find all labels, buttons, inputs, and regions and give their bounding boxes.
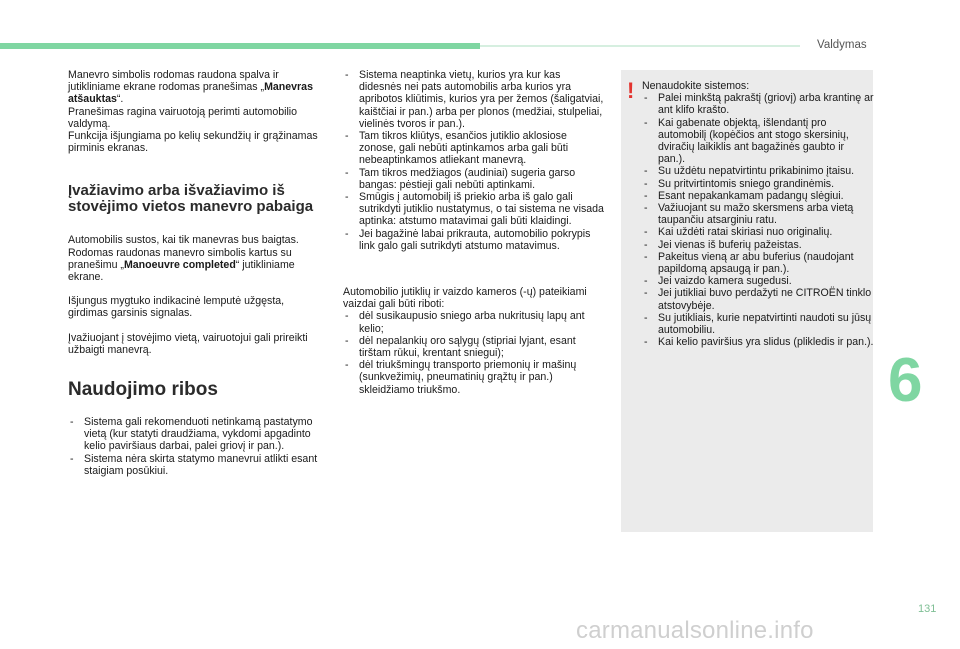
list-item: - Smūgis į automobilį iš priekio arba iš galo gali sutrikdyti jutiklio nustatymus, o tai sistema ne visada aptinka: atstumo matavimai gali būti klaidingi. xyxy=(343,191,605,228)
heading-manoeuvre-end: Įvažiavimo arba išvažiavimo iš stovėjimo vietos manevro pabaiga xyxy=(68,182,314,215)
list-item: - Sistema nėra skirta statymo manevrui atlikti esant staigiam posūkiui. xyxy=(68,453,326,477)
list-item: - Su uždėtu nepatvirtintu prikabinimo įtaisu. xyxy=(642,165,874,177)
intro-block xyxy=(68,69,326,154)
intro-paragraph: Funkcija išjungiama po kelių sekundžių ir grąžinamas pirminis ekranas. xyxy=(68,130,318,155)
list-item: - Kai uždėti ratai skiriasi nuo originalių. xyxy=(642,226,874,238)
middle-column xyxy=(343,69,605,396)
list-item: - Jei vienas iš buferių pažeistas. xyxy=(642,239,874,251)
list-item: - dėl susikaupusio sniego arba nukritusių lapų ant kelio; xyxy=(343,310,605,334)
end-paragraph: Įvažiuojant į stovėjimo vietą, vairuotojui gali prireikti užbaigti manevrą. xyxy=(68,331,308,356)
message-cancelled: Manevras atšauktas xyxy=(68,81,313,106)
list-item: - Jei jutikliai buvo perdažyti ne CITROËN tinklo atstovybėje. xyxy=(642,287,874,311)
detection-limits-list xyxy=(343,69,605,252)
header-rule xyxy=(480,45,800,47)
list-item: - Kai kelio paviršius yra slidus (plikledis ir pan.). xyxy=(642,336,874,348)
intro-paragraph: Pranešimas ragina vairuotoją perimti automobilio valdymą. xyxy=(68,105,298,130)
warning-list xyxy=(642,92,874,348)
list-item: - Kai gabenate objektą, išlendantį pro automobilį (kopėčios ant stogo skersinių, dviračių laikiklis ant bagažinės gaubto ir pan.). xyxy=(642,117,874,166)
sensors-intro: Automobilio jutiklių ir vaizdo kameros (-ų) pateikiami vaizdai gali būti riboti: xyxy=(343,286,587,311)
end-paragraph: Rodomas raudonas manevro simbolis kartus su pranešimu „Manoeuvre completed“ jutikliniame ekrane. xyxy=(68,246,295,284)
list-item: - Su jutikliais, kurie nepatvirtinti naudoti su jūsų automobiliu. xyxy=(642,312,874,336)
end-paragraph: Išjungus mygtuko indikacinė lemputė užgęsta, girdimas garsinis signalas. xyxy=(68,295,285,320)
left-column xyxy=(68,69,326,477)
chapter-number: 6 xyxy=(888,346,923,415)
list-item: - Sistema gali rekomenduoti netinkamą pastatymo vietą (kur statyti draudžiama, vykdomi apgadinto kelio paviršiaus darbai, palei griovį ir pan.). xyxy=(68,416,326,453)
list-item: - Jei vaizdo kamera sugedusi. xyxy=(642,275,874,287)
list-item: - dėl nepalankių oro sąlygų (stipriai lyjant, esant tirštam rūkui, krentant sniegui); xyxy=(343,335,605,359)
list-item: - dėl triukšmingų transporto priemonių ir mašinų (sunkvežimių, pneumatinių grąžtų ir pan.) skleidžiamo triukšmo. xyxy=(343,359,605,396)
message-completed: Manoeuvre completed xyxy=(123,258,236,271)
limits-list xyxy=(68,416,326,477)
list-item: - Pakeitus vieną ar abu buferius (naudojant papildomą apsaugą ir pan.). xyxy=(642,251,874,275)
list-item: - Tam tikros kliūtys, esančios jutiklio aklosiose zonose, gali nebūti aptinkamos arba gali būti nebeaptinkamos atliekant manevrą. xyxy=(343,130,605,167)
heading-usage-limits: Naudojimo ribos xyxy=(68,379,218,401)
list-item: - Palei minkštą pakraštį (griovį) arba krantinę ar ant klifo krašto. xyxy=(642,92,874,116)
watermark: carmanualsonline.info xyxy=(576,617,814,644)
header-accent-bar xyxy=(0,43,480,49)
page-number: 131 xyxy=(918,603,937,615)
end-paragraph: Automobilis sustos, kai tik manevras bus baigtas. xyxy=(68,234,299,247)
intro-paragraph: Manevro simbolis rodomas raudona spalva ir jutikliniame ekrane rodomas pranešimas „Manevras atšauktas“. xyxy=(68,69,313,106)
warning-icon: ! xyxy=(627,78,635,103)
list-item: - Tam tikros medžiagos (audiniai) sugeria garso bangas: pėstieji gali nebūti aptinkami. xyxy=(343,167,605,191)
sensors-list xyxy=(343,310,605,395)
list-item: - Esant nepakankamam padangų slėgiui. xyxy=(642,190,874,202)
list-item: - Su pritvirtintomis sniego grandinėmis. xyxy=(642,178,874,190)
section-title: Valdymas xyxy=(817,39,867,51)
warning-intro: Nenaudokite sistemos: xyxy=(642,80,750,92)
list-item: - Važiuojant su mažo skersmens arba vietą taupančiu atsarginiu ratu. xyxy=(642,202,874,226)
list-item: - Sistema neaptinka vietų, kurios yra kur kas didesnės nei pats automobilis arba kurios yra apribotos kliūtimis, kurios yra per žemos (šaligatviai, kaištčiai ir pan.) arba per plonos (medžiai, stulpeliai, vielinės tvoros ir pan.). xyxy=(343,69,605,130)
list-item: - Jei bagažinė labai prikrauta, automobilio pokrypis link galo gali sutrikdyti atstumo matavimus. xyxy=(343,228,605,252)
warning-content xyxy=(642,80,874,348)
